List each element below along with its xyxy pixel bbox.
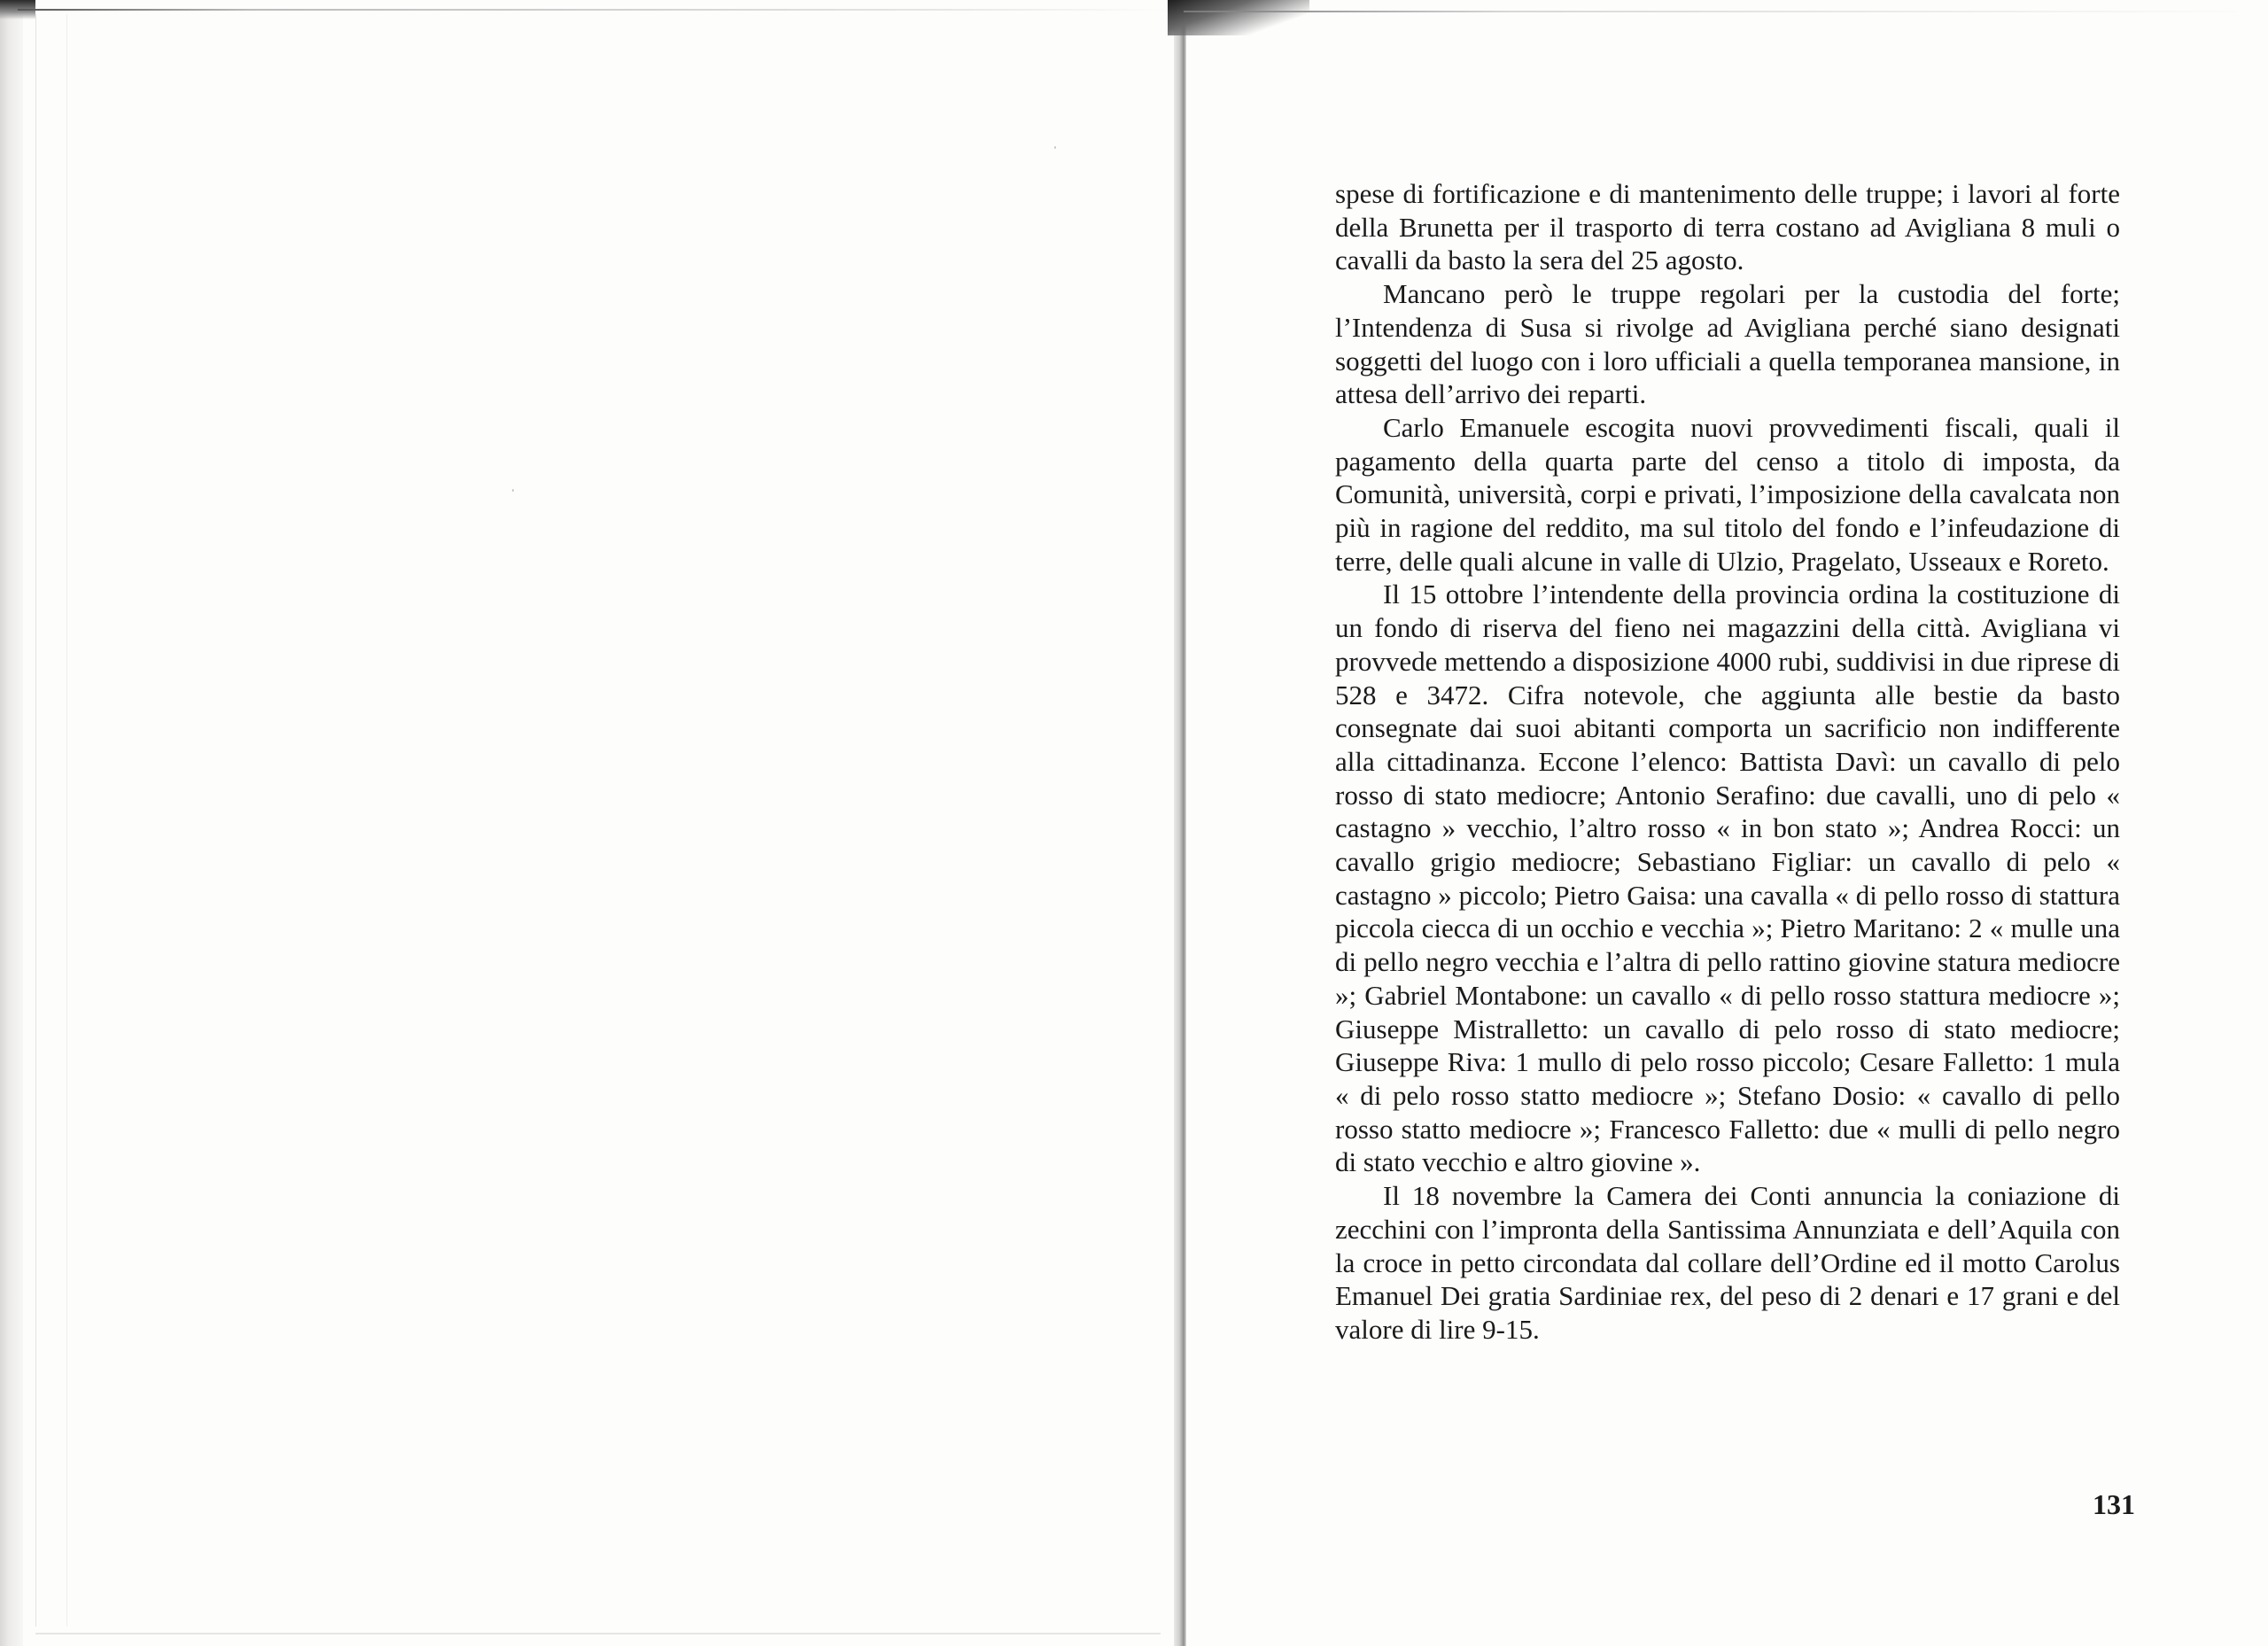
page-leaves-edge	[35, 14, 67, 1627]
paragraph: Mancano però le truppe regolari per la custodia del forte; l’Intendenza di Susa si rivolge ad Avigliana perché siano designati soggetti del luogo con i loro ufficiali a quella temporanea mansione, in attesa dell’arrivo dei reparti.	[1335, 278, 2120, 410]
paragraph: spese di fortificazione e di mantenimento delle truppe; i lavori al forte della Brunetta per il trasporto di terra costano ad Avigliana 8 muli o cavalli da basto la sera del 25 agosto.	[1335, 178, 2120, 276]
paragraph: Il 15 ottobre l’intendente della provincia ordina la costituzione di un fondo di riserva del fieno nei magazzini della città. Avigliana vi provvede mettendo a disposizione 4000 rubi, suddivisi in due riprese di 528 e 3472. Cifra notevole, che aggiunta alle bestie da basto consegnate dai suoi abitanti comporta un sacrificio non indifferente alla cittadinanza. Eccone l’elenco: Battista Davì: un cavallo di pelo rosso di stato mediocre; Antonio Serafino: due cavalli, uno di pelo « castagno » vecchio, l’altro rosso « in bon stato »; Andrea Rocci: un cavallo grigio mediocre; Sebastiano Figliar: un cavallo di pelo « castagno » piccolo; Pietro Gaisa: una cavalla « di pello rosso di stattura piccola ciecca di un occhio e vecchia »; Pietro Maritano: 2 « mulle una di pello negro vecchia e l’altra di pello rattino giovine statura mediocre »; Gabriel Montabone: un cavallo « di pello rosso stattura mediocre »; Giuseppe Mistralletto: un cavallo di pelo rosso di stato mediocre; Giuseppe Riva: 1 mullo di pelo rosso piccolo; Cesare Falletto: 1 mula « di pelo rosso statto mediocre »; Stefano Dosio: « cavallo di pello rosso statto mediocre »; Francesco Falletto: due « mulli di pello negro di stato vecchio e altro giovine ».	[1335, 578, 2120, 1178]
paragraph: Il 18 novembre la Camera dei Conti annuncia la coniazione di zecchini con l’impronta della Santissima Annunziata e dell’Aquila con la croce in petto circondata dal collare dell’Ordine ed il motto Carolus Emanuel Dei gratia Sardiniae rex, del peso di 2 denari e 17 grani e del valore di lire 9-15.	[1335, 1180, 2120, 1345]
right-page-text	[1335, 177, 2120, 1347]
right-page-top-edge	[1184, 11, 2268, 12]
left-page-top-edge	[18, 9, 1169, 11]
left-page-bottom-edge	[35, 1633, 1161, 1634]
paragraph: Carlo Emanuele escogita nuovi provvedimenti fiscali, quali il pagamento della quarta parte del censo a titolo di imposta, da Comunità, università, corpi e privati, l’imposizione della cavalcata non più in ragione del reddito, ma sul titolo del fondo e l’infeudazione di terre, delle quali alcune in valle di Ulzio, Pragelato, Usseaux e Roreto.	[1335, 411, 2120, 577]
book-gutter	[1174, 0, 1186, 1646]
page-number: 131	[2093, 1488, 2135, 1520]
gutter-shadow	[1168, 0, 1309, 35]
paper-speck	[512, 489, 514, 492]
scanner-edge-left	[0, 0, 23, 1646]
paper-speck	[1054, 146, 1056, 149]
